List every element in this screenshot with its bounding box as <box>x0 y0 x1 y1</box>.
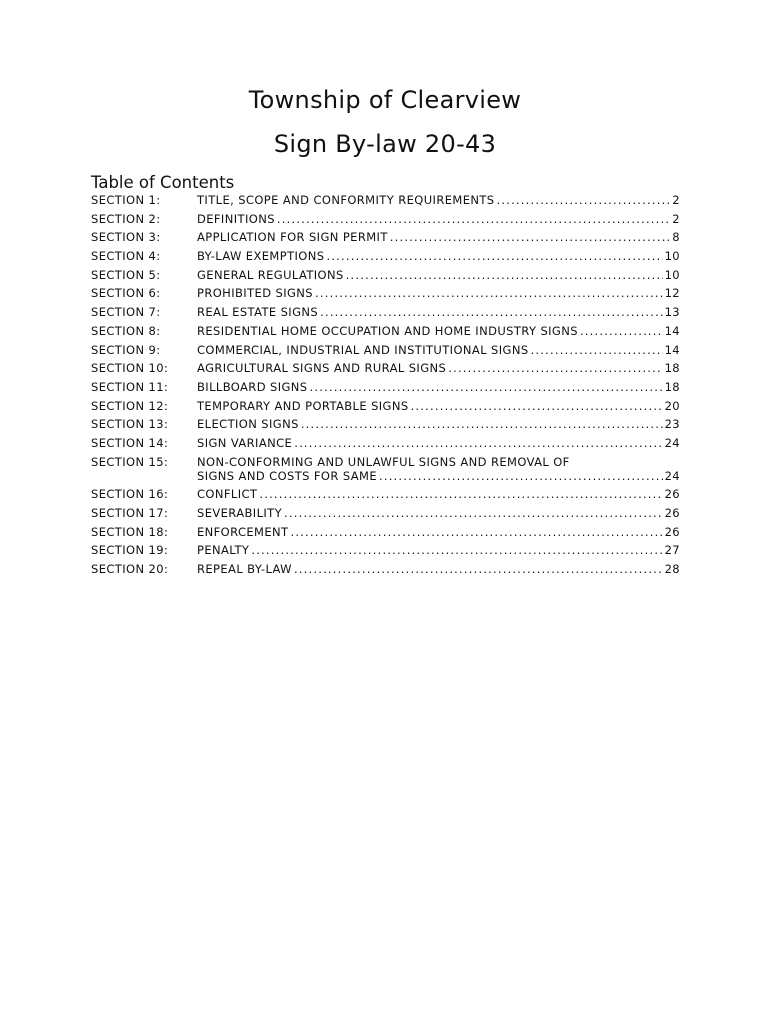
dot-leader <box>326 249 662 263</box>
toc-section-number: SECTION 19: <box>91 543 169 558</box>
toc-section-number: SECTION 5: <box>91 267 161 282</box>
toc-section-title: RESIDENTIAL HOME OCCUPATION AND HOME INDUSTRY SIGNS <box>197 323 578 338</box>
dot-leader <box>497 193 671 207</box>
table-of-contents <box>91 193 680 581</box>
dot-leader <box>531 343 663 357</box>
toc-entry[interactable] <box>91 487 680 506</box>
toc-page-number: 26 <box>664 487 680 502</box>
toc-section-title: TEMPORARY AND PORTABLE SIGNS <box>197 398 409 413</box>
toc-section-title: CONFLICT <box>197 487 258 502</box>
dot-leader <box>580 324 663 338</box>
dot-leader <box>294 562 663 576</box>
dot-leader <box>284 506 663 520</box>
toc-page-number: 24 <box>664 435 680 450</box>
toc-page-number: 10 <box>664 249 680 264</box>
toc-section-title: SIGN VARIANCE <box>197 435 293 450</box>
toc-page-number: 12 <box>664 286 680 301</box>
toc-section-number: SECTION 11: <box>91 379 169 394</box>
toc-section-number: SECTION 17: <box>91 506 169 520</box>
toc-section-number: SECTION 9: <box>91 342 161 357</box>
toc-entry[interactable] <box>91 193 680 212</box>
toc-page-number: 28 <box>664 562 680 577</box>
toc-section-number: SECTION 3: <box>91 230 161 245</box>
toc-entry[interactable] <box>91 230 680 249</box>
dot-leader <box>290 525 662 539</box>
toc-entry[interactable] <box>91 380 680 399</box>
toc-entry[interactable] <box>91 562 680 581</box>
dot-leader <box>320 305 662 319</box>
toc-section-title: DEFINITIONS <box>197 211 275 226</box>
toc-page-number: 10 <box>664 267 680 282</box>
toc-page-number: 2 <box>672 193 680 207</box>
toc-section-number: SECTION 7: <box>91 305 161 320</box>
toc-entry[interactable] <box>91 455 680 488</box>
toc-entry[interactable] <box>91 417 680 436</box>
dot-leader <box>448 361 662 375</box>
toc-page-number: 13 <box>664 305 680 320</box>
toc-section-number: SECTION 13: <box>91 417 169 432</box>
toc-entry[interactable] <box>91 249 680 268</box>
toc-section-number: SECTION 15: <box>91 454 169 469</box>
toc-entry[interactable] <box>91 543 680 562</box>
dot-leader <box>301 417 663 431</box>
dot-leader <box>315 286 663 300</box>
toc-section-title: COMMERCIAL, INDUSTRIAL AND INSTITUTIONAL SIGNS <box>197 342 529 357</box>
dot-leader <box>379 469 663 483</box>
toc-page-number: 14 <box>664 323 680 338</box>
toc-page-number: 23 <box>664 417 680 432</box>
toc-section-number: SECTION 4: <box>91 249 161 264</box>
toc-page-number: 2 <box>672 211 680 226</box>
document-title: Township of Clearview <box>248 86 522 114</box>
toc-section-title: SEVERABILITY <box>197 506 283 520</box>
toc-section-title: TITLE, SCOPE AND CONFORMITY REQUIREMENTS <box>197 193 495 207</box>
dot-leader <box>259 487 662 501</box>
toc-section-number: SECTION 12: <box>91 398 169 413</box>
toc-section-title: AGRICULTURAL SIGNS AND RURAL SIGNS <box>197 361 447 376</box>
toc-entry[interactable] <box>91 525 680 544</box>
dot-leader <box>251 543 662 557</box>
dot-leader <box>294 436 662 450</box>
toc-page-number: 24 <box>664 468 680 483</box>
toc-page-number: 18 <box>664 361 680 376</box>
toc-entry[interactable] <box>91 436 680 455</box>
dot-leader <box>390 230 671 244</box>
dot-leader <box>346 268 663 282</box>
toc-section-title: BY-LAW EXEMPTIONS <box>197 249 325 264</box>
toc-heading: Table of Contents <box>91 173 235 192</box>
toc-entry[interactable] <box>91 212 680 231</box>
toc-entry[interactable] <box>91 305 680 324</box>
toc-section-number: SECTION 18: <box>91 524 169 539</box>
toc-page-number: 20 <box>664 398 680 413</box>
toc-section-title: APPLICATION FOR SIGN PERMIT <box>197 230 388 245</box>
toc-section-title: ELECTION SIGNS <box>197 417 299 432</box>
toc-entry[interactable] <box>91 361 680 380</box>
document-subtitle: Sign By-law 20-43 <box>273 130 497 158</box>
toc-section-number: SECTION 16: <box>91 487 169 502</box>
toc-section-title-line1: NON-CONFORMING AND UNLAWFUL SIGNS AND REMOVAL OF <box>197 454 570 469</box>
toc-entry[interactable] <box>91 343 680 362</box>
dot-leader <box>411 399 663 413</box>
toc-page-number: 26 <box>664 524 680 539</box>
toc-section-number: SECTION 10: <box>91 361 169 376</box>
toc-section-number: SECTION 20: <box>91 562 169 577</box>
toc-section-number: SECTION 6: <box>91 286 161 301</box>
toc-section-number: SECTION 2: <box>91 211 161 226</box>
toc-section-title: PROHIBITED SIGNS <box>197 286 314 301</box>
toc-page-number: 14 <box>664 342 680 357</box>
toc-section-number: SECTION 8: <box>91 323 161 338</box>
toc-page-number: 18 <box>664 379 680 394</box>
toc-entry[interactable] <box>91 506 680 525</box>
toc-section-title: GENERAL REGULATIONS <box>197 267 344 282</box>
toc-section-title: PENALTY <box>197 543 250 558</box>
toc-entry[interactable] <box>91 399 680 418</box>
toc-section-number: SECTION 14: <box>91 435 169 450</box>
toc-entry[interactable] <box>91 324 680 343</box>
toc-page-number: 26 <box>664 506 680 520</box>
dot-leader <box>310 380 663 394</box>
toc-section-title: ENFORCEMENT <box>197 524 289 539</box>
toc-section-title: REPEAL BY-LAW <box>197 562 292 577</box>
toc-section-number: SECTION 1: <box>91 193 161 207</box>
toc-section-title: SIGNS AND COSTS FOR SAME <box>197 468 377 483</box>
toc-section-title: REAL ESTATE SIGNS <box>197 305 319 320</box>
toc-entry[interactable] <box>91 268 680 287</box>
toc-entry[interactable] <box>91 286 680 305</box>
toc-page-number: 8 <box>672 230 680 245</box>
toc-section-title: BILLBOARD SIGNS <box>197 379 308 394</box>
toc-page-number: 27 <box>664 543 680 558</box>
dot-leader <box>277 212 670 226</box>
